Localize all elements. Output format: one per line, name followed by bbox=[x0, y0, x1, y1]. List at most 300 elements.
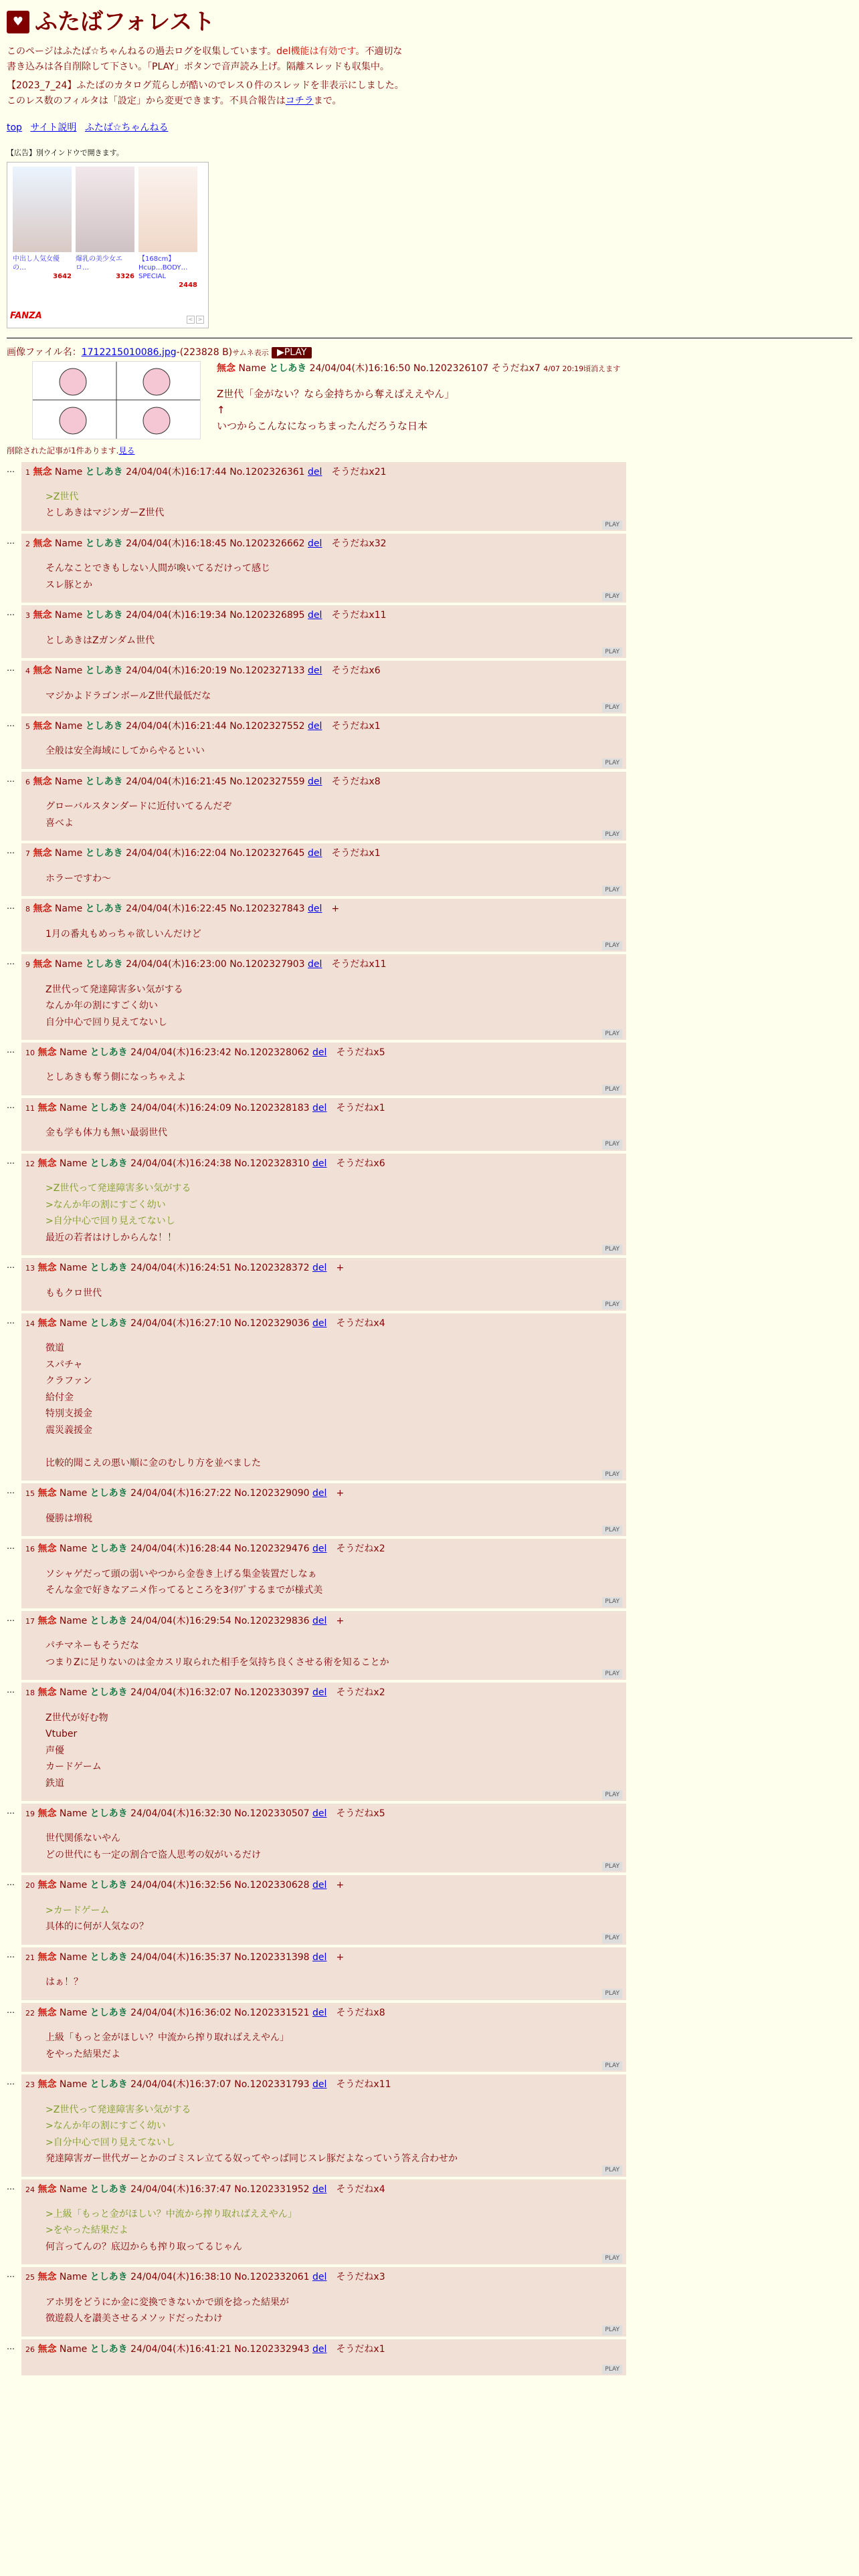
reply-row bbox=[7, 716, 852, 772]
reply-index: 19 bbox=[25, 1810, 35, 1819]
reply-sodane[interactable]: そうだねx4 bbox=[336, 1318, 385, 1329]
ad-image-1[interactable] bbox=[13, 167, 72, 252]
reply-del-link[interactable]: del bbox=[308, 721, 322, 732]
op-play-button[interactable]: ▶PLAY bbox=[272, 347, 312, 358]
reply-name-label: Name bbox=[59, 1488, 88, 1499]
reply-row bbox=[7, 462, 852, 534]
reply-name-label: Name bbox=[54, 721, 83, 732]
reply-header bbox=[25, 1878, 622, 1893]
reply-sodane[interactable]: そうだねx11 bbox=[331, 959, 387, 970]
reply-line: 比較的聞こえの悪い順に金のむしり方を並べました bbox=[45, 1457, 261, 1469]
reply-name-label: Name bbox=[59, 1263, 88, 1274]
reply-menu-icon[interactable]: … bbox=[7, 719, 15, 729]
reply-del-link[interactable]: del bbox=[312, 2079, 327, 2090]
reply-row bbox=[7, 1611, 852, 1683]
op-subject: 無念 bbox=[217, 363, 235, 374]
reply-number[interactable]: No.1202329476 bbox=[234, 1543, 310, 1555]
reply-name: としあき bbox=[85, 903, 123, 915]
reply-line: 優勝は増税 bbox=[45, 1513, 92, 1524]
reply-number[interactable]: No.1202331952 bbox=[234, 2183, 310, 2195]
reply-sodane[interactable]: そうだねx5 bbox=[336, 1047, 385, 1059]
reply-name: としあき bbox=[85, 665, 123, 677]
reply-del-link[interactable]: del bbox=[312, 1951, 327, 1963]
reply-menu-icon[interactable]: … bbox=[7, 1806, 15, 1816]
reply-play-button[interactable]: PLAY bbox=[602, 1470, 622, 1479]
reply-del-link[interactable]: del bbox=[312, 1488, 327, 1499]
reply-line: 鉄道 bbox=[45, 1778, 64, 1789]
reply-del-link[interactable]: del bbox=[308, 665, 322, 677]
reply-sodane[interactable]: そうだねx6 bbox=[331, 665, 381, 677]
reply-body bbox=[25, 1276, 622, 1311]
reply-box bbox=[21, 2003, 626, 2072]
reply-number[interactable]: No.1202327133 bbox=[229, 665, 305, 677]
reply-sodane[interactable]: + bbox=[331, 903, 340, 915]
reply-menu-icon[interactable]: … bbox=[7, 901, 15, 911]
reply-menu-icon[interactable]: … bbox=[7, 1541, 15, 1551]
reply-menu-icon[interactable]: … bbox=[7, 464, 15, 474]
reply-del-link[interactable]: del bbox=[312, 1102, 327, 1113]
reply-quote-line: >上級「もっと金がほしい？中流から搾り取ればええやん」 bbox=[45, 2208, 297, 2220]
reply-index: 14 bbox=[25, 1319, 35, 1329]
reply-date: 24/04/04(木)16:38:10 bbox=[130, 2272, 231, 2283]
reply-name: としあき bbox=[90, 1047, 128, 1059]
site-notice bbox=[7, 78, 408, 108]
reply-line: 喜べよ bbox=[45, 817, 74, 829]
reply-row bbox=[7, 1947, 852, 2003]
reply-sodane[interactable]: そうだねx8 bbox=[336, 2007, 385, 2018]
reply-header bbox=[25, 1541, 622, 1556]
reply-number[interactable]: No.1202330628 bbox=[234, 1880, 310, 1891]
reply-sodane[interactable]: そうだねx2 bbox=[336, 1543, 385, 1555]
reply-name: としあき bbox=[90, 1158, 128, 1169]
reply-sodane[interactable]: そうだねx4 bbox=[336, 2183, 385, 2195]
ad-caption-1[interactable]: 中出し人気女優の… bbox=[13, 255, 60, 272]
reply-number[interactable]: No.1202326361 bbox=[229, 466, 305, 477]
reply-name-label: Name bbox=[59, 2007, 88, 2018]
reply-name-label: Name bbox=[59, 2343, 88, 2355]
reply-row bbox=[7, 2179, 852, 2268]
reply-name: としあき bbox=[85, 721, 123, 732]
reply-date: 24/04/04(木)16:24:09 bbox=[130, 1102, 231, 1113]
file-size: -(223828 B) bbox=[176, 346, 233, 358]
site-logo-icon: ♥ bbox=[7, 11, 29, 33]
reply-sodane[interactable]: そうだねx32 bbox=[331, 538, 387, 549]
op-line: Z世代「金がない？なら金持ちから奪えばええやん」 bbox=[217, 387, 455, 400]
reply-index: 3 bbox=[25, 611, 30, 621]
ad-price-3: 2448 bbox=[179, 281, 197, 289]
reply-play-button[interactable]: PLAY bbox=[602, 1140, 622, 1149]
reply-subject: 無念 bbox=[33, 665, 52, 677]
reply-del-link[interactable]: del bbox=[308, 776, 322, 787]
reply-name-label: Name bbox=[59, 2183, 88, 2195]
deleted-show-link[interactable]: 見る bbox=[118, 446, 135, 456]
reply-menu-icon[interactable]: … bbox=[7, 1949, 15, 1959]
reply-line: としあきはマジンガーZ世代 bbox=[45, 508, 165, 519]
reply-sodane[interactable]: そうだねx2 bbox=[336, 1687, 385, 1699]
reply-menu-icon[interactable]: … bbox=[7, 957, 15, 967]
reply-line: 具体的に何が人気なの？ bbox=[45, 1921, 149, 1933]
reply-menu-icon[interactable]: … bbox=[7, 1045, 15, 1055]
reply-line: なんか年の割にすごく幼い bbox=[45, 1000, 158, 1012]
reply-sodane[interactable]: そうだねx1 bbox=[331, 721, 381, 732]
reply-menu-icon[interactable]: … bbox=[7, 1100, 15, 1110]
reply-name-label: Name bbox=[59, 1808, 88, 1820]
reply-number[interactable]: No.1202327843 bbox=[229, 903, 305, 915]
reply-del-link[interactable]: del bbox=[312, 1158, 327, 1169]
reply-name-label: Name bbox=[59, 1543, 88, 1555]
reply-sodane[interactable]: そうだねx5 bbox=[336, 1808, 385, 1820]
reply-name: としあき bbox=[85, 610, 123, 621]
reply-menu-icon[interactable]: … bbox=[7, 2181, 15, 2191]
reply-header bbox=[25, 536, 622, 551]
reply-menu-icon[interactable]: … bbox=[7, 1685, 15, 1695]
reply-quote-line: >なんか年の割にすごく幼い bbox=[45, 2121, 166, 2131]
reply-del-link[interactable]: del bbox=[308, 848, 322, 859]
reply-number[interactable]: No.1202329036 bbox=[234, 1318, 310, 1329]
reply-number[interactable]: No.1202327552 bbox=[229, 721, 305, 732]
reply-menu-icon[interactable]: … bbox=[7, 1261, 15, 1271]
reply-del-link[interactable]: del bbox=[308, 466, 322, 477]
reply-play-button[interactable]: PLAY bbox=[602, 2061, 622, 2070]
ad-caption-3[interactable]: 【168cm】Hcup…BODY…SPECIAL bbox=[138, 255, 188, 280]
reply-del-link[interactable]: del bbox=[312, 1543, 327, 1555]
reply-number[interactable]: No.1202327559 bbox=[229, 776, 305, 787]
reply-menu-icon[interactable]: … bbox=[7, 1316, 15, 1326]
reply-number[interactable]: No.1202328183 bbox=[234, 1102, 310, 1113]
reply-header bbox=[25, 901, 622, 916]
reply-number[interactable]: No.1202329090 bbox=[234, 1488, 310, 1499]
reply-menu-icon[interactable]: … bbox=[7, 2005, 15, 2015]
reply-body bbox=[25, 972, 622, 1041]
reply-subject: 無念 bbox=[37, 1102, 57, 1113]
reply-index: 9 bbox=[25, 960, 30, 970]
reply-number[interactable]: No.1202327903 bbox=[229, 959, 305, 970]
reply-index: 26 bbox=[25, 2345, 35, 2354]
reply-del-link[interactable]: del bbox=[312, 1318, 327, 1329]
reply-index: 13 bbox=[25, 1264, 35, 1273]
reply-date: 24/04/04(木)16:29:54 bbox=[130, 1615, 231, 1626]
reply-play-button[interactable]: PLAY bbox=[602, 1862, 622, 1871]
reply-menu-icon[interactable]: … bbox=[7, 774, 15, 784]
reply-play-button[interactable]: PLAY bbox=[602, 758, 622, 768]
thumb-note: サムネ表示 bbox=[232, 348, 269, 357]
reply-box bbox=[21, 1539, 626, 1608]
op-line: ↑ bbox=[217, 403, 225, 416]
reply-date: 24/04/04(木)16:18:45 bbox=[126, 538, 227, 549]
reply-menu-icon[interactable]: … bbox=[7, 1486, 15, 1496]
reply-del-link[interactable]: del bbox=[312, 1808, 327, 1820]
reply-subject: 無念 bbox=[33, 538, 52, 549]
reply-line: 何言ってんの？底辺からも搾り取ってるじゃん bbox=[45, 2241, 242, 2252]
reply-name-label: Name bbox=[54, 538, 83, 549]
reply-line: そんなことできもしない人間が喚いてるだけって感じ bbox=[45, 563, 270, 574]
reply-menu-icon[interactable]: … bbox=[7, 846, 15, 856]
reply-number[interactable]: No.1202330397 bbox=[234, 1687, 310, 1699]
reply-index: 11 bbox=[25, 1103, 35, 1113]
ad-next-icon[interactable]: > bbox=[196, 316, 204, 324]
reply-menu-icon[interactable]: … bbox=[7, 1878, 15, 1888]
reply-number[interactable]: No.1202327645 bbox=[229, 848, 305, 859]
reply-play-button[interactable]: PLAY bbox=[602, 830, 622, 839]
reply-name: としあき bbox=[90, 2183, 128, 2195]
reply-number[interactable]: No.1202329836 bbox=[234, 1615, 310, 1626]
reply-play-button[interactable]: PLAY bbox=[602, 647, 622, 657]
reply-del-link[interactable]: del bbox=[312, 1047, 327, 1059]
reply-sodane[interactable]: そうだねx6 bbox=[336, 1158, 385, 1169]
futaba-link[interactable]: ふたば☆ちゃんねる bbox=[84, 122, 169, 133]
site-info-link[interactable]: サイト説明 bbox=[30, 122, 77, 133]
reply-date: 24/04/04(木)16:19:34 bbox=[126, 610, 227, 621]
ad-brand-logo: FANZA bbox=[10, 311, 42, 322]
reply-row bbox=[7, 899, 852, 954]
reply-sodane[interactable]: + bbox=[336, 1263, 345, 1274]
reply-name-label: Name bbox=[54, 903, 83, 915]
reply-play-button[interactable]: PLAY bbox=[602, 1790, 622, 1800]
reply-number[interactable]: No.1202330507 bbox=[234, 1808, 310, 1820]
reply-number[interactable]: No.1202331398 bbox=[234, 1951, 310, 1963]
reply-del-link[interactable]: del bbox=[308, 959, 322, 970]
reply-name-label: Name bbox=[59, 1318, 88, 1329]
site-description bbox=[7, 44, 408, 74]
reply-name-label: Name bbox=[59, 1615, 88, 1626]
reply-del-link[interactable]: del bbox=[312, 1615, 327, 1626]
reply-index: 23 bbox=[25, 2080, 35, 2090]
reply-number[interactable]: No.1202332061 bbox=[234, 2272, 310, 2283]
reply-line: Vtuber bbox=[45, 1729, 78, 1740]
reply-number[interactable]: No.1202331521 bbox=[234, 2007, 310, 2018]
reply-line: スレ豚とか bbox=[45, 579, 92, 591]
reply-index: 22 bbox=[25, 2008, 35, 2018]
reply-line: カードゲーム bbox=[45, 1761, 102, 1773]
reply-play-button[interactable]: PLAY bbox=[602, 885, 622, 895]
reply-subject: 無念 bbox=[37, 1488, 57, 1499]
reply-menu-icon[interactable]: … bbox=[7, 1613, 15, 1623]
reply-number[interactable]: No.1202328372 bbox=[234, 1263, 310, 1274]
op-name: としあき bbox=[269, 363, 307, 374]
reply-header bbox=[25, 1486, 622, 1501]
deleted-notice bbox=[7, 445, 852, 457]
reply-play-button[interactable]: PLAY bbox=[602, 1085, 622, 1094]
op-thumbnail[interactable] bbox=[32, 361, 201, 439]
reply-del-link[interactable]: del bbox=[312, 2007, 327, 2018]
reply-header bbox=[25, 1806, 622, 1821]
reply-menu-icon[interactable]: … bbox=[7, 663, 15, 673]
reply-index: 12 bbox=[25, 1159, 35, 1168]
reply-sodane[interactable]: + bbox=[336, 1488, 345, 1499]
reply-play-button[interactable]: PLAY bbox=[602, 2254, 622, 2263]
reply-play-button[interactable]: PLAY bbox=[602, 1525, 622, 1535]
reply-date: 24/04/04(木)16:37:47 bbox=[130, 2183, 231, 2195]
reply-line: どの世代にも一定の割合で盗人思考の奴がいるだけ bbox=[45, 1849, 261, 1860]
reply-menu-icon[interactable]: … bbox=[7, 2077, 15, 2087]
reply-body bbox=[25, 1965, 622, 2000]
reply-name: としあき bbox=[90, 1488, 128, 1499]
reply-name: としあき bbox=[85, 538, 123, 549]
reply-name-label: Name bbox=[54, 959, 83, 970]
reply-del-link[interactable]: del bbox=[308, 610, 322, 621]
reply-box bbox=[21, 1804, 626, 1872]
reply-date: 24/04/04(木)16:21:44 bbox=[126, 721, 227, 732]
reply-name: としあき bbox=[90, 1318, 128, 1329]
bug-report-link[interactable]: コチラ bbox=[285, 95, 314, 106]
reply-row bbox=[7, 1539, 852, 1610]
reply-del-link[interactable]: del bbox=[308, 538, 322, 549]
reply-name-label: Name bbox=[54, 776, 83, 787]
reply-sodane[interactable]: そうだねx1 bbox=[336, 2343, 385, 2355]
reply-sodane[interactable]: そうだねx3 bbox=[336, 2272, 385, 2283]
reply-subject: 無念 bbox=[33, 848, 52, 859]
reply-quote-line: >Z世代って発達障害多い気がする bbox=[45, 2104, 191, 2115]
reply-name: としあき bbox=[85, 848, 123, 859]
reply-play-button[interactable]: PLAY bbox=[602, 2365, 622, 2374]
reply-play-button[interactable]: PLAY bbox=[602, 1245, 622, 1254]
reply-name-label: Name bbox=[59, 1951, 88, 1963]
reply-date: 24/04/04(木)16:24:51 bbox=[130, 1263, 231, 1274]
reply-subject: 無念 bbox=[37, 1808, 57, 1820]
desc-del-note: del機能は有効です。 bbox=[276, 46, 365, 58]
op-sodane[interactable]: そうだねx7 bbox=[491, 363, 541, 374]
reply-number[interactable]: No.1202326895 bbox=[229, 610, 305, 621]
reply-del-link[interactable]: del bbox=[312, 1687, 327, 1699]
reply-del-link[interactable]: del bbox=[312, 1263, 327, 1274]
reply-play-button[interactable]: PLAY bbox=[602, 1669, 622, 1679]
ad-image-3[interactable] bbox=[138, 167, 197, 252]
reply-play-button[interactable]: PLAY bbox=[602, 941, 622, 950]
reply-play-button[interactable]: PLAY bbox=[602, 592, 622, 601]
reply-line: アホ男をどうにか金に変換できないかで頭を捻った結果が bbox=[45, 2296, 289, 2308]
reply-date: 24/04/04(木)16:27:10 bbox=[130, 1318, 231, 1329]
reply-sodane[interactable]: + bbox=[336, 1880, 345, 1891]
reply-date: 24/04/04(木)16:22:45 bbox=[126, 903, 227, 915]
reply-header bbox=[25, 1316, 622, 1331]
reply-date: 24/04/04(木)16:27:22 bbox=[130, 1488, 231, 1499]
reply-menu-icon[interactable]: … bbox=[7, 2341, 15, 2351]
reply-sodane[interactable]: そうだねx11 bbox=[336, 2079, 391, 2090]
reply-row bbox=[7, 772, 852, 843]
reply-date: 24/04/04(木)16:24:38 bbox=[130, 1158, 231, 1169]
reply-line: 1月の番丸もめっちゃ欲しいんだけど bbox=[45, 928, 201, 940]
reply-menu-icon[interactable]: … bbox=[7, 1156, 15, 1166]
top-link[interactable]: top bbox=[7, 122, 22, 133]
reply-name-label: Name bbox=[54, 665, 83, 677]
reply-index: 2 bbox=[25, 539, 30, 548]
reply-header bbox=[25, 957, 622, 972]
reply-subject: 無念 bbox=[37, 2007, 57, 2018]
ad-prev-icon[interactable]: < bbox=[187, 316, 195, 324]
reply-subject: 無念 bbox=[37, 1543, 57, 1555]
reply-number[interactable]: No.1202332943 bbox=[234, 2343, 310, 2355]
reply-play-button[interactable]: PLAY bbox=[602, 520, 622, 530]
reply-index: 18 bbox=[25, 1689, 35, 1698]
reply-header bbox=[25, 663, 622, 678]
reply-sodane[interactable]: そうだねx21 bbox=[331, 466, 387, 477]
reply-menu-icon[interactable]: … bbox=[7, 2270, 15, 2280]
reply-sodane[interactable]: そうだねx11 bbox=[331, 610, 387, 621]
reply-del-link[interactable]: del bbox=[308, 903, 322, 915]
reply-subject: 無念 bbox=[37, 1951, 57, 1963]
reply-body bbox=[25, 1060, 622, 1095]
reply-number[interactable]: No.1202326662 bbox=[229, 538, 305, 549]
reply-body bbox=[25, 734, 622, 769]
reply-play-button[interactable]: PLAY bbox=[602, 2325, 622, 2335]
reply-number[interactable]: No.1202328062 bbox=[234, 1047, 310, 1059]
reply-subject: 無念 bbox=[37, 2183, 57, 2195]
reply-number[interactable]: No.1202331793 bbox=[234, 2079, 310, 2090]
reply-name: としあき bbox=[85, 959, 123, 970]
reply-number[interactable]: No.1202328310 bbox=[234, 1158, 310, 1169]
reply-box bbox=[21, 1098, 626, 1151]
reply-menu-icon[interactable]: … bbox=[7, 608, 15, 618]
reply-box bbox=[21, 843, 626, 896]
reply-del-link[interactable]: del bbox=[312, 2343, 327, 2355]
reply-play-button[interactable]: PLAY bbox=[602, 1933, 622, 1943]
reply-name: としあき bbox=[90, 1543, 128, 1555]
reply-quote-line: >自分中心で回り見えてないし bbox=[45, 2137, 175, 2148]
desc-text-2: 不適切な書き込みは各自削除して下さい。「PLAY」ボタンで音声読み上げ。隔離スレッドも収集中。 bbox=[7, 46, 403, 72]
reply-name: としあき bbox=[90, 2272, 128, 2283]
reply-line: グローバルスタンダードに近付いてるんだぞ bbox=[45, 801, 232, 813]
ad-banner[interactable] bbox=[7, 162, 209, 328]
op-name-label: Name bbox=[238, 363, 266, 374]
reply-box bbox=[21, 1258, 626, 1311]
reply-index: 7 bbox=[25, 849, 30, 859]
reply-line: 自分中心で回り見えてないし bbox=[45, 1016, 167, 1028]
ad-caption-2[interactable]: 爆乳の美少女エロ… bbox=[76, 255, 122, 272]
reply-box bbox=[21, 462, 626, 531]
op-number[interactable]: No.1202326107 bbox=[413, 363, 489, 374]
reply-sodane[interactable]: + bbox=[336, 1951, 345, 1963]
reply-box bbox=[21, 1683, 626, 1801]
reply-line: 全般は安全海域にしてからやるといい bbox=[45, 746, 205, 757]
reply-body bbox=[25, 1331, 622, 1481]
reply-body bbox=[25, 1628, 622, 1680]
reply-sodane[interactable]: そうだねx1 bbox=[336, 1102, 385, 1113]
reply-header bbox=[25, 2342, 622, 2357]
reply-quote-line: >をやった結果だよ bbox=[45, 2225, 128, 2236]
op-header bbox=[217, 361, 620, 376]
reply-date: 24/04/04(木)16:20:19 bbox=[126, 665, 227, 677]
reply-sodane[interactable]: そうだねx8 bbox=[331, 776, 381, 787]
reply-del-link[interactable]: del bbox=[312, 2272, 327, 2283]
reply-body bbox=[25, 1557, 622, 1608]
reply-del-link[interactable]: del bbox=[312, 2183, 327, 2195]
reply-menu-icon[interactable]: … bbox=[7, 536, 15, 546]
reply-name: としあき bbox=[90, 1687, 128, 1699]
reply-body bbox=[25, 1171, 622, 1255]
reply-subject: 無念 bbox=[37, 2272, 57, 2283]
reply-name-label: Name bbox=[59, 1047, 88, 1059]
file-link[interactable]: 1712215010086.jpg bbox=[81, 346, 177, 358]
reply-box bbox=[21, 605, 626, 658]
reply-play-button[interactable]: PLAY bbox=[602, 1300, 622, 1309]
reply-sodane[interactable]: そうだねx1 bbox=[331, 848, 381, 859]
reply-del-link[interactable]: del bbox=[312, 1880, 327, 1891]
reply-play-button[interactable]: PLAY bbox=[602, 1597, 622, 1606]
reply-play-button[interactable]: PLAY bbox=[602, 2165, 622, 2175]
reply-subject: 無念 bbox=[33, 776, 52, 787]
ad-image-2[interactable] bbox=[76, 167, 134, 252]
reply-play-button[interactable]: PLAY bbox=[602, 1029, 622, 1039]
reply-play-button[interactable]: PLAY bbox=[602, 1989, 622, 1998]
desc-text-1: このページはふたば☆ちゃんねるの過去ログを収集しています。 bbox=[7, 46, 277, 58]
reply-line: そんな金で好きなアニメ作ってるところを3ｲﾘﾌﾞするまでが様式美 bbox=[45, 1585, 323, 1596]
reply-line: 上級「もっと金がほしい？中流から搾り取ればええやん」 bbox=[45, 2032, 289, 2044]
reply-sodane[interactable]: + bbox=[336, 1615, 345, 1626]
reply-line: つまりZに足りないのは金カスリ取られた相手を気持ち良くさせる術を知ることか bbox=[45, 1656, 389, 1668]
reply-body bbox=[25, 861, 622, 897]
reply-play-button[interactable]: PLAY bbox=[602, 703, 622, 712]
reply-name-label: Name bbox=[54, 466, 83, 477]
